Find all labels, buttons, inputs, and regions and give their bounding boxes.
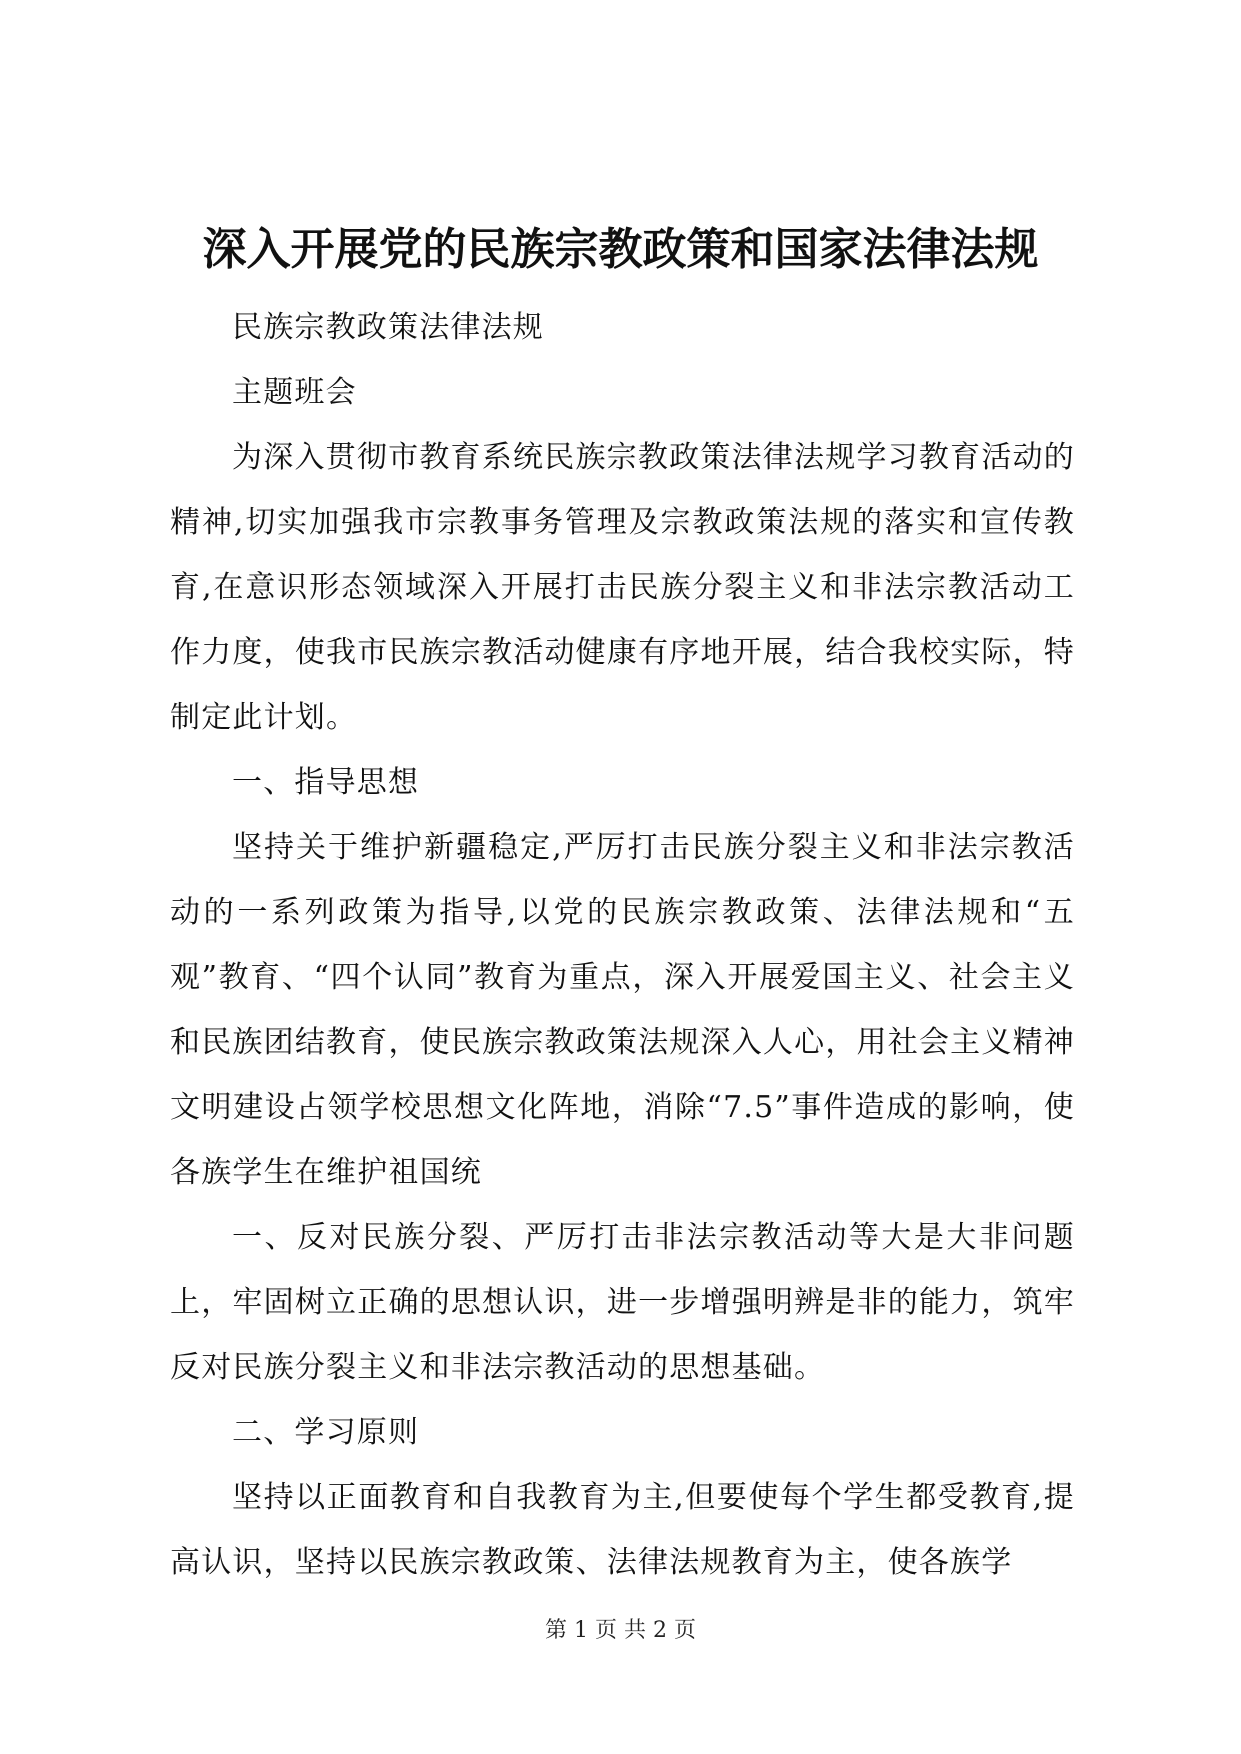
paragraph-subtitle: 民族宗教政策法律法规 <box>232 310 544 345</box>
document-title: 深入开展党的民族宗教政策和国家法律法规 <box>202 224 1039 275</box>
paragraph-theme: 主题班会 <box>232 375 357 410</box>
page-number-footer: 第 1 页 共 2 页 <box>545 1618 696 1643</box>
section-heading-guiding-ideology: 一、指导思想 <box>232 765 420 800</box>
document-body <box>170 295 1075 1595</box>
paragraph-opposition: 一、反对民族分裂、严厉打击非法宗教活动等大是大非问题上，牢固树立正确的思想认识，进一步增强明辨是非的能力，筑牢反对民族分裂主义和非法宗教活动的思想基础。 <box>170 1220 1075 1385</box>
paragraph-guiding-ideology: 坚持关于维护新疆稳定,严厉打击民族分裂主义和非法宗教活动的一系列政策为指导,以党的民族宗教政策、法律法规和“五观”教育、“四个认同”教育为重点，深入开展爱国主义、社会主义和民族团结教育，使民族宗教政策法规深入人心，用社会主义精神文明建设占领学校思想文化阵地，消除“7.5”事件造成的影响，使各族学生在维护祖国统 <box>170 830 1075 1190</box>
section-heading-learning-principles: 二、学习原则 <box>232 1415 420 1450</box>
paragraph-intro: 为深入贯彻市教育系统民族宗教政策法律法规学习教育活动的精神,切实加强我市宗教事务管理及宗教政策法规的落实和宣传教育,在意识形态领域深入开展打击民族分裂主义和非法宗教活动工作力度，使我市民族宗教活动健康有序地开展，结合我校实际，特制定此计划。 <box>170 440 1075 735</box>
paragraph-learning-principles: 坚持以正面教育和自我教育为主,但要使每个学生都受教育,提高认识，坚持以民族宗教政策、法律法规教育为主，使各族学 <box>170 1480 1075 1580</box>
